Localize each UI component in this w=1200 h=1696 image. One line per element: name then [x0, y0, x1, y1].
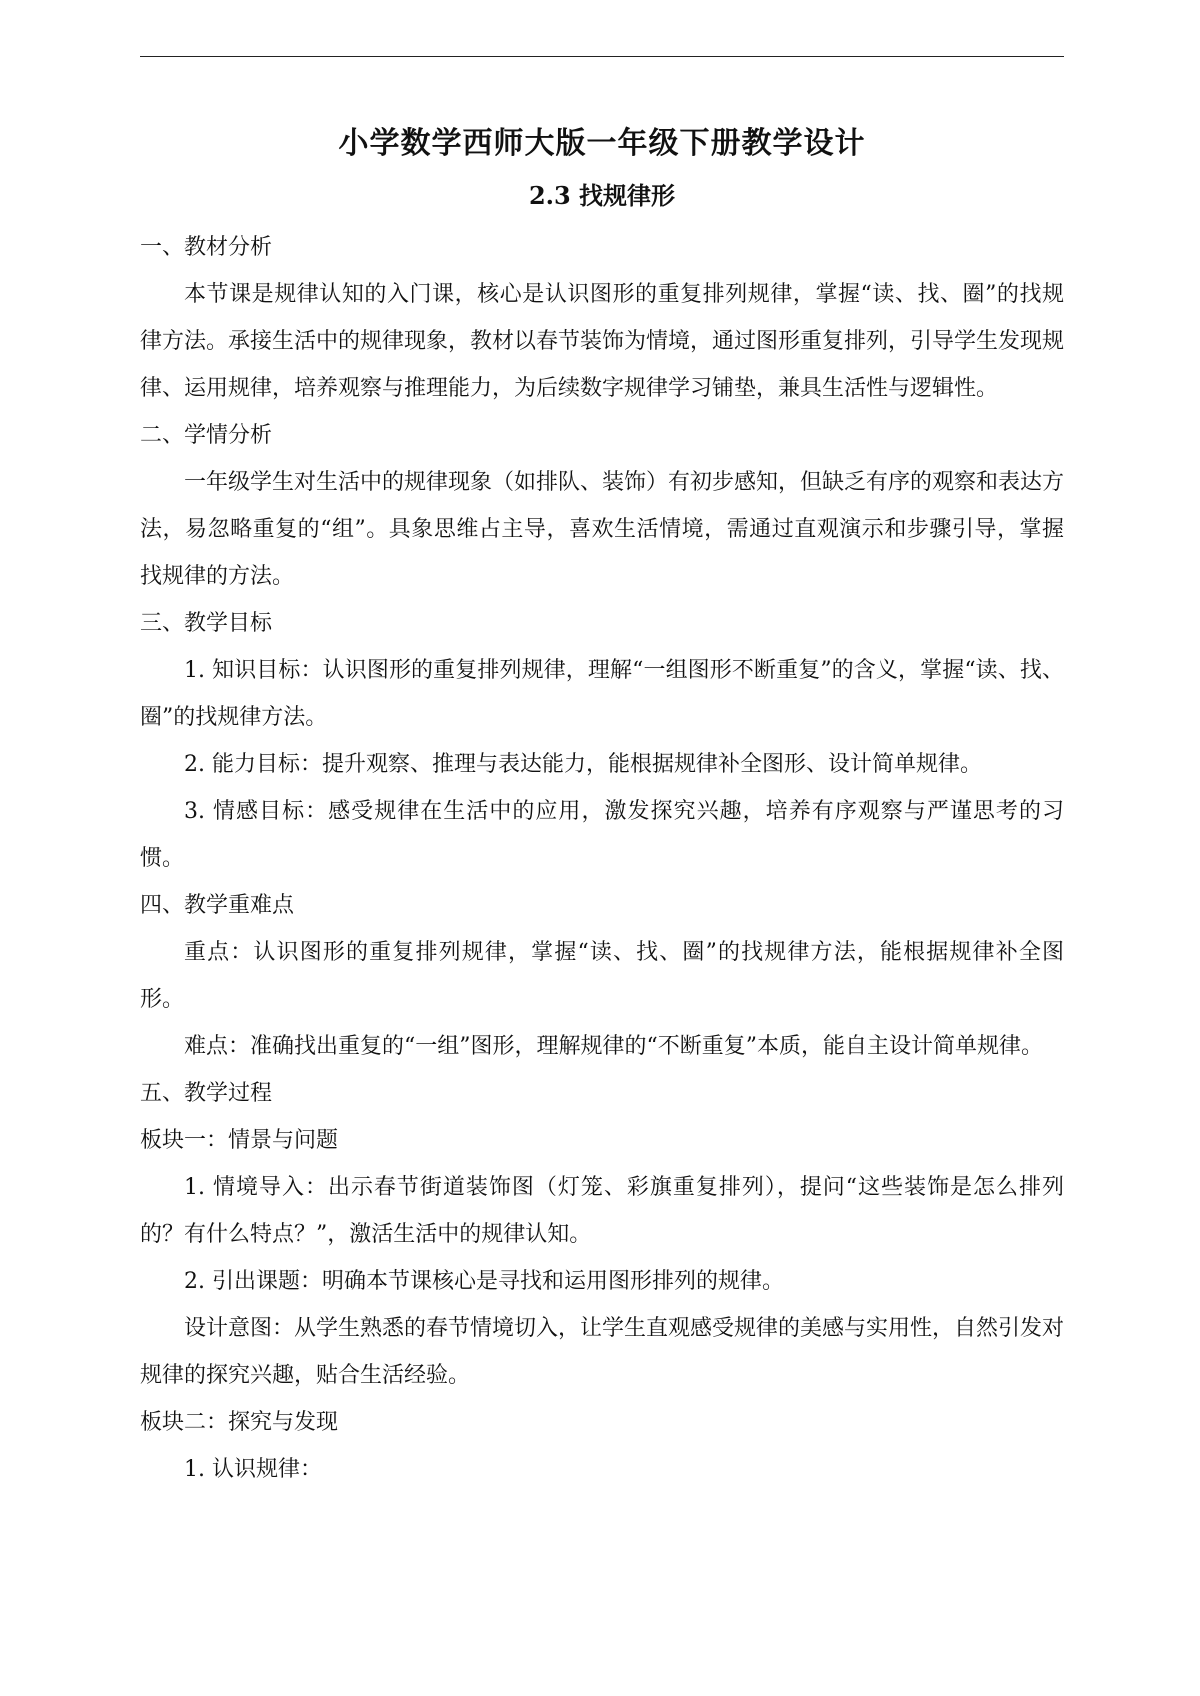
section-heading: 四、教学重难点 — [140, 893, 295, 918]
section-heading: 板块一：情景与问题 — [140, 1128, 339, 1153]
body-paragraph: 2. 引出课题：明确本节课核心是寻找和运用图形排列的规律。 — [184, 1269, 784, 1294]
section-heading: 五、教学过程 — [140, 1081, 273, 1106]
section-heading: 二、学情分析 — [140, 423, 273, 448]
body-paragraph: 本节课是规律认知的入门课，核心是认识图形的重复排列规律，掌握“读、找、圈”的找规律方法。承接生活中的规律现象，教材以春节装饰为情境，通过图形重复排列，引导学生发现规律、运用规律，培养观察与推理能力，为后续数字规律学习铺垫，兼具生活性与逻辑性。 — [140, 282, 1065, 401]
body-paragraph: 设计意图：从学生熟悉的春节情境切入，让学生直观感受规律的美感与实用性，自然引发对规律的探究兴趣，贴合生活经验。 — [140, 1316, 1065, 1388]
section-heading: 三、教学目标 — [140, 611, 273, 636]
body-paragraph: 一年级学生对生活中的规律现象（如排队、装饰）有初步感知，但缺乏有序的观察和表达方法，易忽略重复的“组”。具象思维占主导，喜欢生活情境，需通过直观演示和步骤引导，掌握找规律的方法。 — [140, 470, 1065, 589]
section-heading: 一、教材分析 — [140, 235, 273, 260]
body-paragraph: 难点：准确找出重复的“一组”图形，理解规律的“不断重复”本质，能自主设计简单规律。 — [184, 1034, 1043, 1059]
section-heading: 板块二：探究与发现 — [140, 1410, 339, 1435]
body-paragraph: 1. 知识目标：认识图形的重复排列规律，理解“一组图形不断重复”的含义，掌握“读、找、圈”的找规律方法。 — [140, 658, 1064, 730]
document-content — [140, 120, 1064, 1493]
header-rule — [140, 56, 1064, 57]
document-subtitle: 2.3 找规律形 — [528, 181, 676, 210]
document-body — [140, 224, 1064, 1493]
body-paragraph: 重点：认识图形的重复排列规律，掌握“读、找、圈”的找规律方法，能根据规律补全图形。 — [140, 940, 1064, 1012]
body-paragraph: 1. 认识规律： — [184, 1457, 322, 1482]
body-paragraph: 3. 情感目标：感受规律在生活中的应用，激发探究兴趣，培养有序观察与严谨思考的习惯。 — [140, 799, 1064, 871]
body-paragraph: 1. 情境导入：出示春节街道装饰图（灯笼、彩旗重复排列），提问“这些装饰是怎么排列的？有什么特点？”，激活生活中的规律认知。 — [140, 1175, 1064, 1247]
body-paragraph: 2. 能力目标：提升观察、推理与表达能力，能根据规律补全图形、设计简单规律。 — [184, 752, 982, 777]
document-title: 小学数学西师大版一年级下册教学设计 — [338, 126, 866, 161]
